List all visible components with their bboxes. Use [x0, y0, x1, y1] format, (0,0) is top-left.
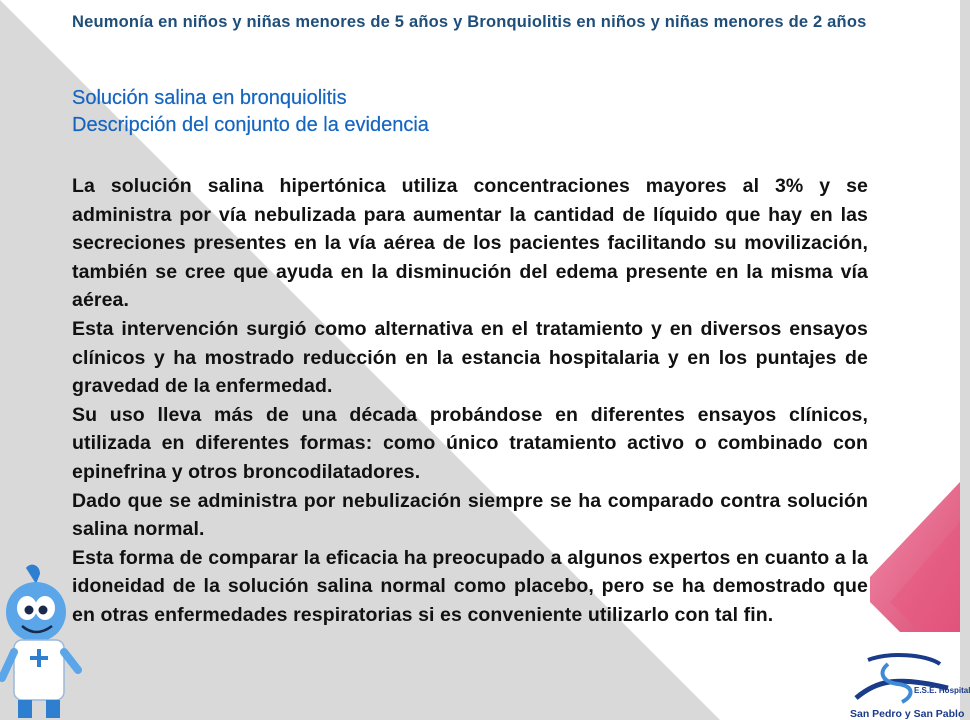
- body-paragraph-3: Su uso lleva más de una década probándose en diferentes ensayos clínicos, utilizada en diferentes formas: como único tratamiento activo o combinado con epinefrina y otros broncodilatadores.: [72, 403, 868, 483]
- logo-bottom-text: San Pedro y San Pablo: [850, 708, 965, 720]
- pink-chevron-decoration: [870, 482, 960, 632]
- mascot-illustration: [0, 560, 84, 720]
- logo-top-text: E.S.E. Hospital: [914, 686, 970, 695]
- body-paragraph-2: Esta intervención surgió como alternativa en el tratamiento y en diversos ensayos clínicos y ha mostrado reducción en la estancia hospitalaria y en los puntajes de gravedad de la enfermedad.: [72, 317, 868, 398]
- hospital-logo-mark: [848, 650, 960, 708]
- body-paragraph-1: La solución salina hipertónica utiliza concentraciones mayores al 3% y se administra por vía nebulizada para aumentar la cantidad de líquido que hay en las secreciones presentes en la vía aérea de los pacientes facilitando su movilización, también se cree que ayuda en la disminución del edema presente en la misma vía aérea.: [72, 175, 868, 312]
- body-text: [72, 172, 868, 630]
- body-paragraph-4: Dado que se administra por nebulización siempre se ha comparado contra solución salina normal.: [72, 489, 868, 541]
- hospital-logo: [848, 650, 970, 720]
- body-paragraph-5: Esta forma de comparar la eficacia ha preocupado a algunos expertos en cuanto a la idoneidad de la solución salina normal como placebo, pero se ha demostrado que en otras enfermedades respiratorias si es conveniente utilizarlo con tal fin.: [72, 546, 868, 626]
- subtitle-block: [72, 85, 872, 139]
- subtitle-line-1: Solución salina en bronquiolitis: [72, 87, 347, 109]
- header-title: Neumonía en niños y niñas menores de 5 años y Bronquiolitis en niños y niñas menores de 2 años: [72, 13, 867, 31]
- subtitle-line-2: Descripción del conjunto de la evidencia: [72, 114, 429, 136]
